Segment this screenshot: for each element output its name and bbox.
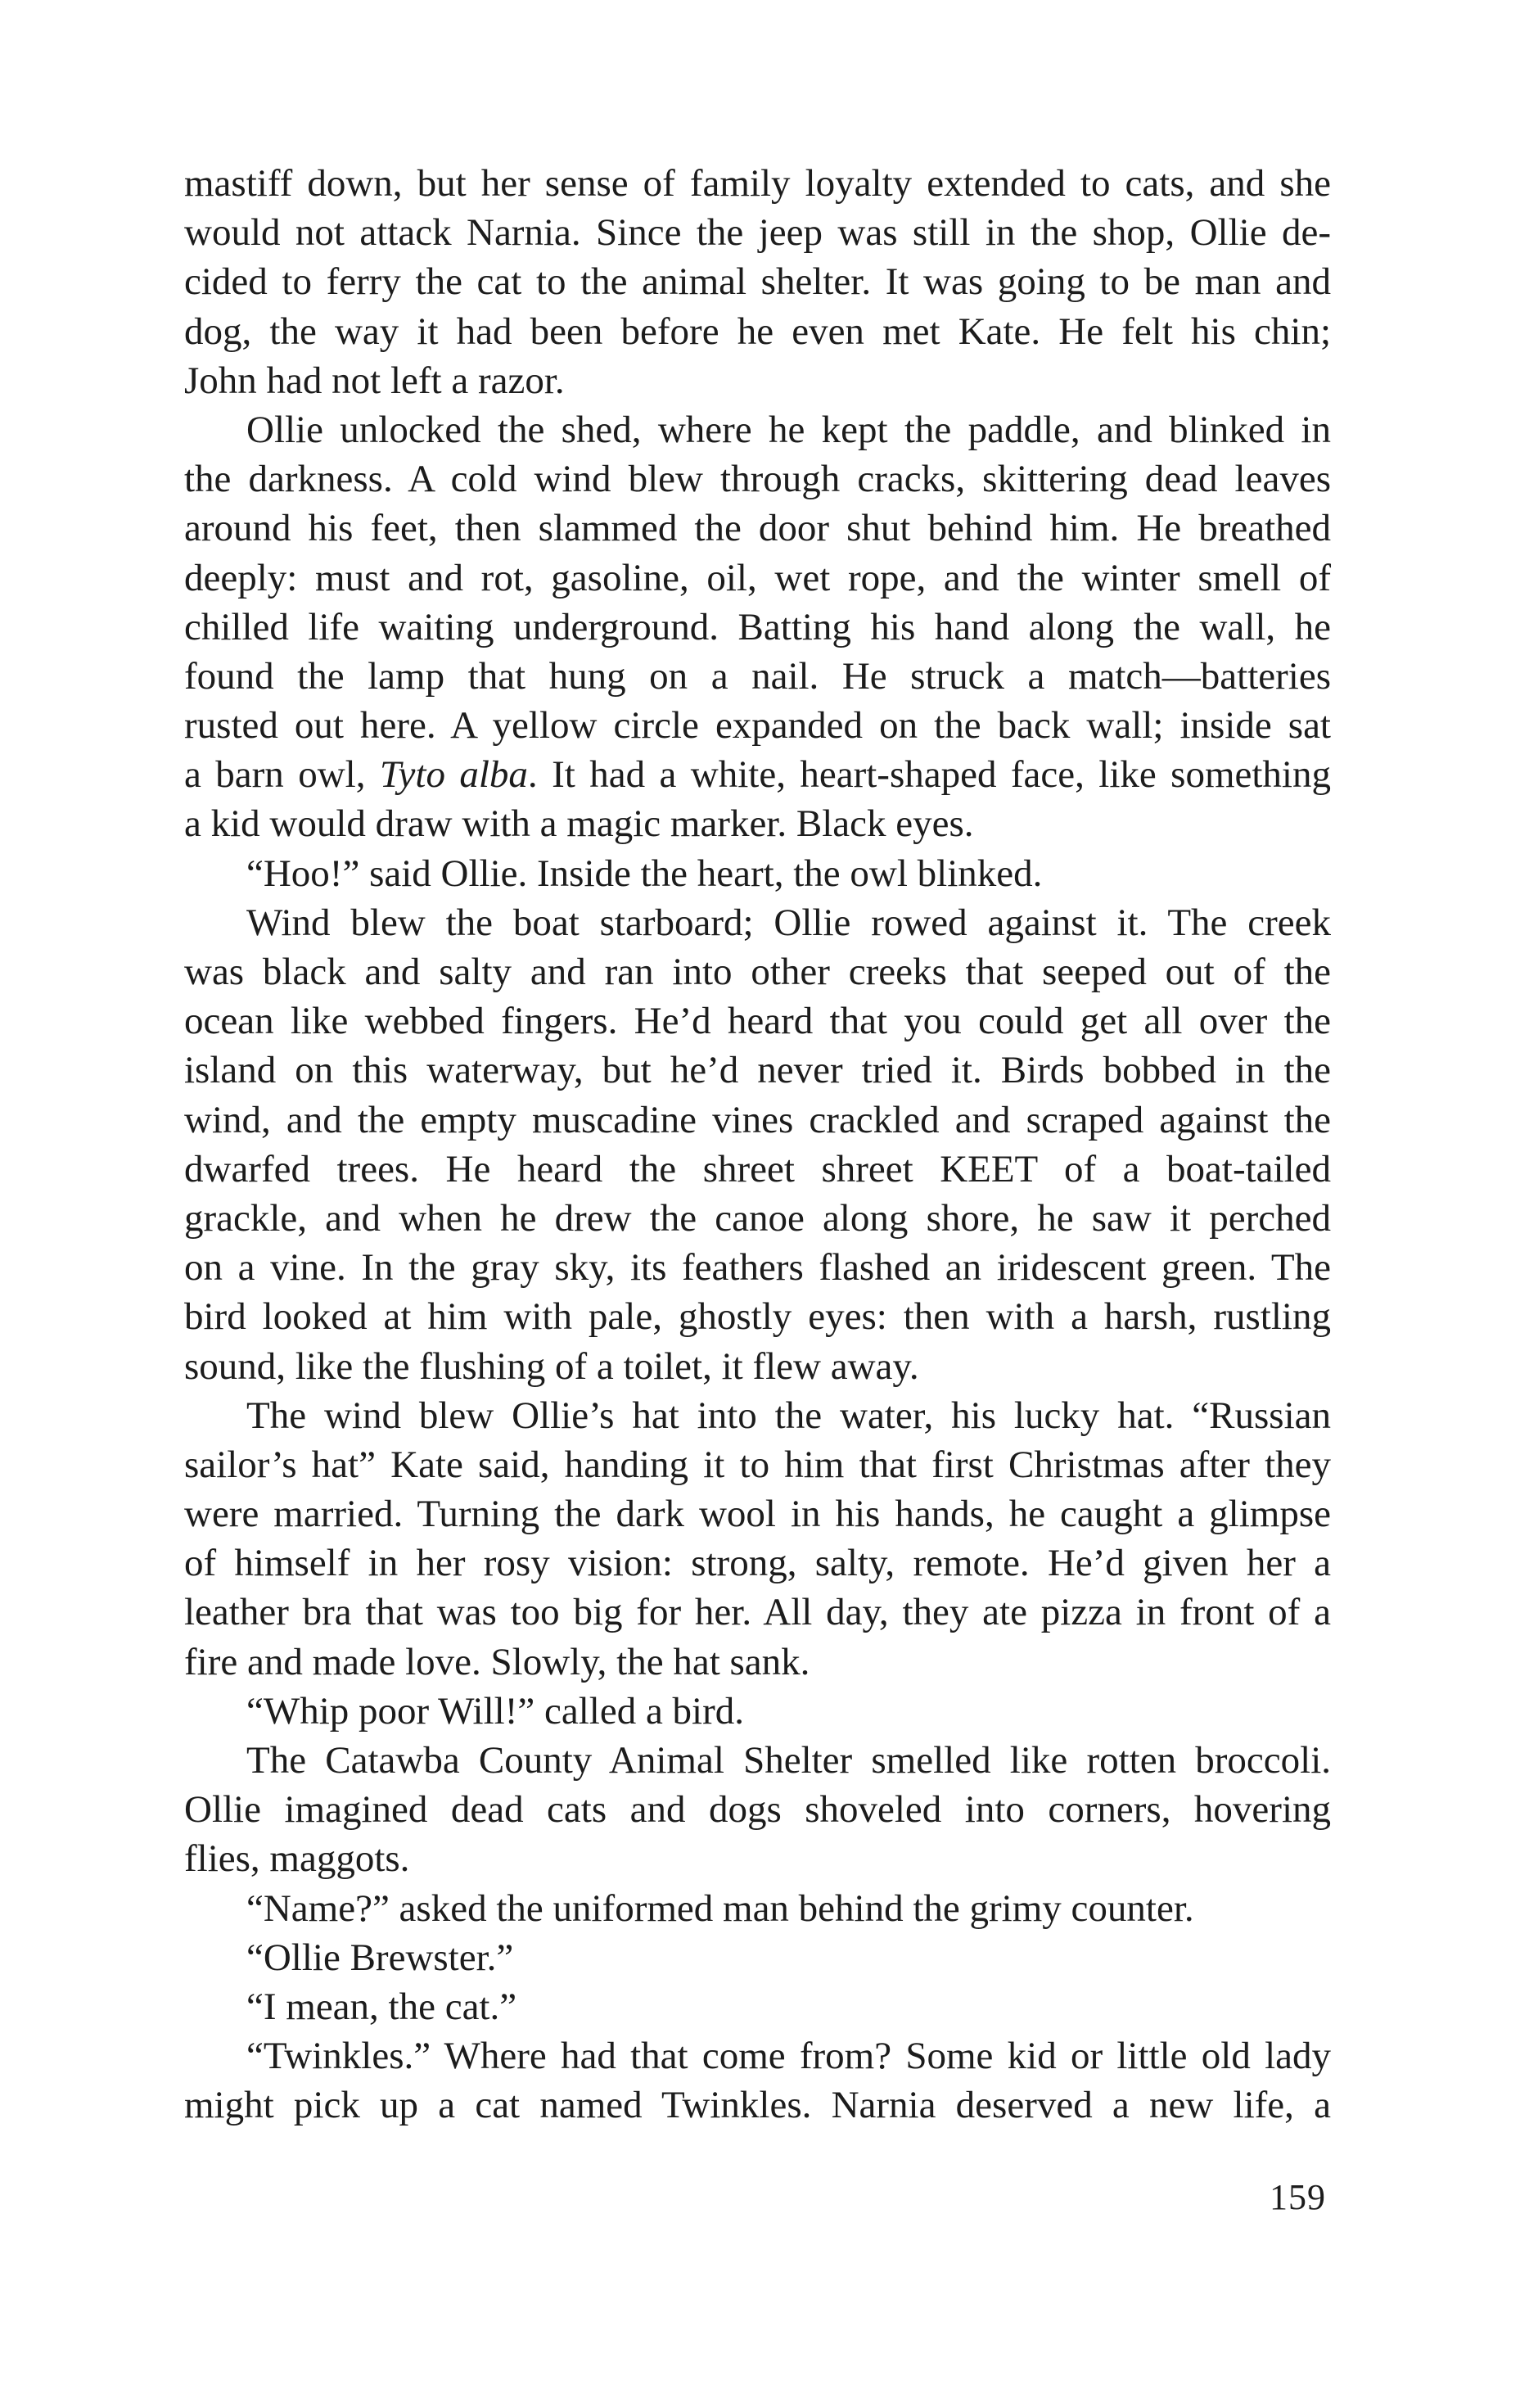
italic-species-name: Tyto alba — [379, 753, 528, 797]
text-line: of himself in her rosy vision: strong, salty, remote. He’d given her a — [184, 1542, 1331, 1585]
text-line: rusted out here. A yellow circle expanded on the back wall; inside sat — [184, 704, 1331, 748]
paragraph — [184, 898, 1331, 1391]
text-line: bird looked at him with pale, ghostly eyes: then with a harsh, rustling — [184, 1295, 1331, 1339]
paragraph — [184, 1687, 1331, 1736]
text-line: wind, and the empty muscadine vines crackled and scraped against the — [184, 1098, 1331, 1141]
text-line: cided to ferry the cat to the animal shelter. It was going to be man and — [184, 260, 1331, 304]
paragraph — [184, 405, 1331, 849]
text-line: was black and salty and ran into other creeks that seeped out of the — [184, 951, 1331, 993]
text-line: The Catawba County Animal Shelter smelled like rotten broccoli. — [246, 1739, 1331, 1782]
text-line: dwarfed trees. He heard the shreet shreet KEET of a boat-tailed — [184, 1147, 1331, 1190]
text-line: grackle, and when he drew the canoe along shore, he saw it perched — [184, 1196, 1331, 1240]
text-line: John had not left a razor. — [184, 359, 565, 402]
text-line: a kid would draw with a magic marker. Black eyes. — [184, 802, 974, 846]
text-line: deeply: must and rot, gasoline, oil, wet rope, and the winter smell of — [184, 556, 1331, 599]
text-line: around his feet, then slammed the door shut behind him. He breathed — [184, 507, 1331, 550]
text-segment: a barn owl, — [184, 753, 380, 797]
text-line: found the lamp that hung on a nail. He struck a match—batteries — [184, 654, 1331, 698]
paragraph — [184, 1391, 1331, 1687]
text-line: dog, the way it had been before he even met Kate. He felt his chin; — [184, 309, 1331, 353]
text-line: “Whip poor Will!” called a bird. — [246, 1689, 745, 1733]
text-segment: . It had a white, heart-shaped face, like something — [527, 753, 1331, 797]
paragraph — [184, 2031, 1331, 2130]
text-line: The wind blew Ollie’s hat into the water, his lucky hat. “Russian — [246, 1394, 1331, 1437]
text-line: were married. Turning the dark wool in his hands, he caught a glimpse — [184, 1493, 1331, 1536]
text-line: sailor’s hat” Kate said, handing it to him that first Christmas after they — [184, 1443, 1331, 1486]
text-line: mastiff down, but her sense of family loyalty extended to cats, and she — [184, 162, 1331, 205]
text-line: “Hoo!” said Ollie. Inside the heart, the owl blinked. — [246, 852, 1043, 895]
text-line: island on this waterway, but he’d never tried it. Birds bobbed in the — [184, 1049, 1331, 1092]
page-number: 159 — [1270, 2177, 1326, 2217]
text-line: would not attack Narnia. Since the jeep was still in the shop, Ollie de- — [184, 211, 1331, 255]
text-block — [184, 159, 1331, 2130]
text-line: flies, maggots. — [184, 1837, 410, 1881]
paragraph — [184, 1982, 1331, 2031]
text-line: “I mean, the cat.” — [246, 1985, 517, 2028]
paragraph — [184, 1884, 1331, 1933]
text-line: fire and made love. Slowly, the hat sank. — [184, 1640, 810, 1683]
text-line: “Ollie Brewster.” — [246, 1936, 514, 1979]
text-line: “Name?” asked the uniformed man behind the grimy counter. — [246, 1886, 1194, 1930]
text-line: ocean like webbed fingers. He’d heard that you could get all over the — [184, 1000, 1331, 1043]
text-line: sound, like the flushing of a toilet, it flew away. — [184, 1344, 919, 1388]
text-line: Wind blew the boat starboard; Ollie rowed against it. The creek — [246, 901, 1331, 944]
text-line: “Twinkles.” Where had that come from? Some kid or little old lady — [246, 2035, 1331, 2078]
text-line: the darkness. A cold wind blew through cracks, skittering dead leaves — [184, 458, 1331, 501]
text-line — [184, 750, 1331, 799]
text-line: might pick up a cat named Twinkles. Narnia deserved a new life, a — [184, 2084, 1331, 2127]
text-line: chilled life waiting underground. Batting his hand along the wall, he — [184, 605, 1331, 648]
text-line: on a vine. In the gray sky, its feathers flashed an iridescent green. The — [184, 1246, 1331, 1290]
text-line: Ollie unlocked the shed, where he kept the paddle, and blinked in — [246, 408, 1331, 451]
paragraph — [184, 1736, 1331, 1884]
paragraph — [184, 849, 1331, 898]
paragraph — [184, 159, 1331, 405]
paragraph — [184, 1933, 1331, 1982]
text-line: Ollie imagined dead cats and dogs shoveled into corners, hovering — [184, 1788, 1331, 1832]
text-line: leather bra that was too big for her. All day, they ate pizza in front of a — [184, 1591, 1331, 1634]
